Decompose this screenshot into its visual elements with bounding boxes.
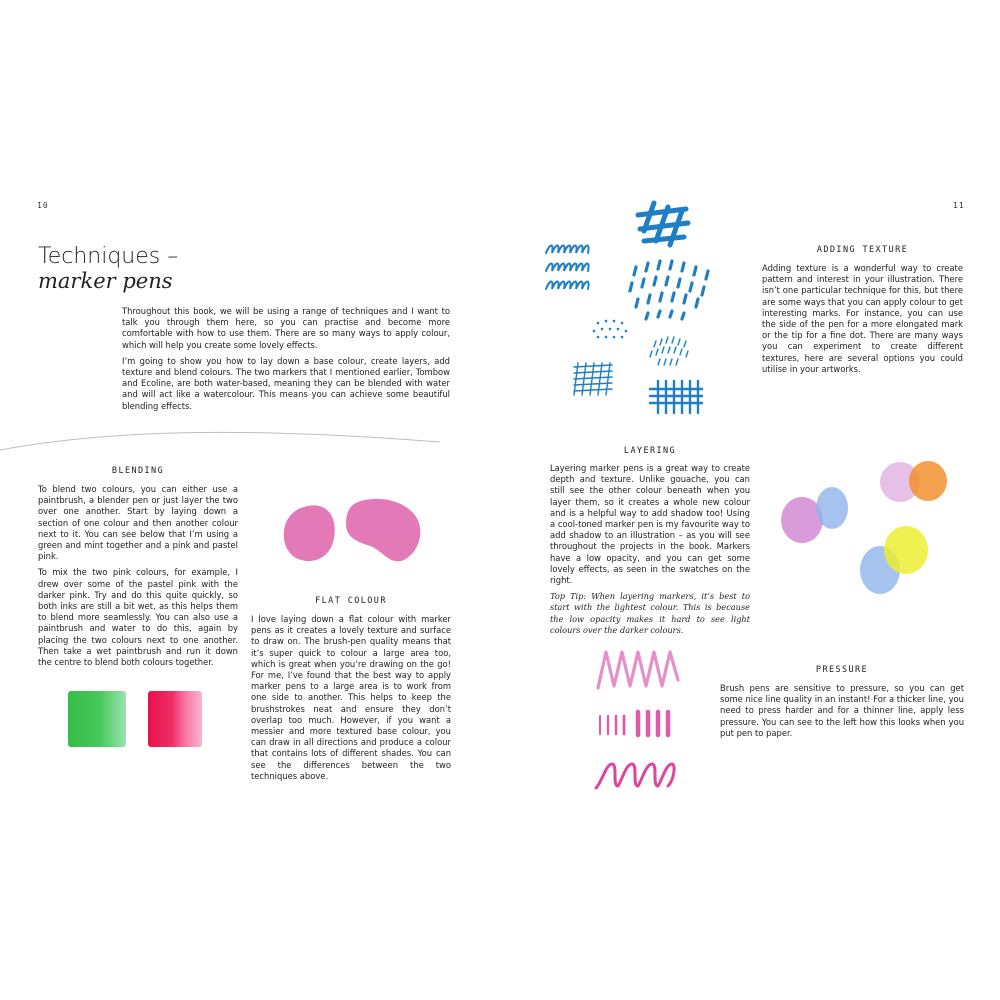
flat-colour-blobs — [278, 494, 428, 574]
blending-swatches — [60, 685, 210, 755]
intro-paragraph-2: I’m going to show you how to lay down a base colour, create layers, add texture and blend colours. The two markers that I mentioned earlier, Tombow and Ecoline, are both water-based, meaning they can be blended with water and will act like a watercolour. This means you can achieve some beautiful blending effects. — [122, 355, 450, 411]
flat-colour-text — [251, 614, 451, 787]
page-number-right: 11 — [953, 201, 965, 210]
divider-curve — [0, 432, 440, 450]
pink-irregular-blob — [346, 499, 420, 561]
blending-paragraph-1: To blend two colours, you can either use a paintbrush, a blender pen or just layer the two over one another. Start by laying down a section of one colour and then another colour next to it. You can see below that I’m using a green and mint together and a pink and pastel pink. — [38, 484, 238, 562]
yellow-circle — [884, 526, 928, 574]
pressure-text — [720, 683, 964, 744]
adding-texture-text — [762, 263, 963, 380]
pink-oval-blob — [284, 505, 335, 561]
layering-paragraph-1: Layering marker pens is a great way to create depth and texture. Unlike gouache, you can still see the other colour beneath when you layer them, so it creates a whole new colour and is a helpful way to add shadow too! Using a cool-toned marker pen is my favourite way to add shadow to an illustration – as you will see throughout the projects in the book. Markers have a low opacity, and you can get some lovely effects, as seen in the swatches on the right. — [550, 463, 750, 586]
flat-colour-paragraph-1: I love laying down a flat colour with marker pens as it creates a lovely texture and surface to draw on. The brush-pen quality means that it’s super quick to colour a large area too, which is great when you’re drawing on the go! For me, I’ve found that the best way to apply marker pens to a large area is to work from one side to another. This helps to keep the brushstrokes neat and ensure they don’t overlap too much. However, if you want a messier and more textured base colour, you can draw in all directions and produce a colour that contains lots of different shades. You can see the differences between the two techniques above. — [251, 614, 451, 781]
page-title-line1: Techniques – — [38, 244, 179, 269]
pressure-paragraph-1: Brush pens are sensitive to pressure, so you can get some nice line quality in an instant! For a thicker line, you need to press harder and for a thinner line, apply less pressure. You can see to the left how this looks when you put pen to paper. — [720, 683, 964, 738]
blending-text — [38, 484, 238, 673]
layering-text — [550, 463, 750, 641]
zigzag-mark — [598, 652, 678, 688]
page-divider — [0, 420, 460, 460]
page-title-line2: marker pens — [38, 269, 173, 293]
vertical-stroke-marks — [600, 712, 668, 735]
layering-heading: LAYERING — [623, 446, 677, 456]
dot-marks — [593, 320, 628, 339]
page-title — [38, 244, 178, 293]
adding-texture-paragraph-1: Adding texture is a wonderful way to create pattern and interest in your illustration. There isn’t one particular technique for this, but there are some ways that you can apply colour to get interesting marks. For instance, you can use the side of the pen for a more elongated mark or the tip for a fine dot. There are many ways you can experiment to create different textures, here are several options you could utilise in your artworks. — [762, 263, 963, 374]
blending-paragraph-2: To mix the two pink colours, for example, I drew over some of the pastel pink with the darker pink. Try and do this quite quickly, so both inks are still a bit wet, as this helps them to blend more seamlessly. You can also use a paintbrush and water to do this, again by placing the two colours next to one another. Then take a wet paintbrush and run it down the centre to blend both colours together. — [38, 567, 238, 668]
fine-grid-mark — [574, 363, 612, 395]
pressure-heading: PRESSURE — [815, 665, 869, 675]
green-mint-swatch — [68, 691, 126, 747]
page-number-left: 10 — [37, 201, 49, 210]
loop-pressure-mark — [596, 764, 674, 788]
layering-swatches — [770, 452, 970, 612]
hatch-mark-bottom — [650, 381, 702, 413]
loop-marks — [546, 246, 589, 290]
intro-paragraph-1: Throughout this book, we will be using a range of techniques and I want to talk you through them here, so you can practise and become more comfortable with how to use them. There are so many ways to apply colour, which will help you create some lovely effects. — [122, 306, 450, 350]
texture-marks — [540, 195, 750, 425]
blending-heading: BLENDING — [111, 466, 165, 476]
pink-pastel-swatch — [148, 691, 202, 747]
blue-circle-left — [816, 487, 848, 529]
layering-top-tip: Top Tip: When layering markers, it’s best to start with the lightest colour. This is because the low opacity makes it hard to see light colours over the darker colours. — [550, 591, 750, 635]
dash-marks — [630, 261, 708, 319]
flat-colour-heading: FLAT COLOUR — [315, 596, 387, 606]
short-stroke-marks — [650, 337, 688, 365]
orange-circle — [909, 461, 947, 501]
intro-text — [122, 306, 450, 417]
pressure-marks — [588, 640, 698, 800]
adding-texture-heading: ADDING TEXTURE — [816, 245, 909, 255]
hatch-mark-top — [638, 203, 688, 245]
